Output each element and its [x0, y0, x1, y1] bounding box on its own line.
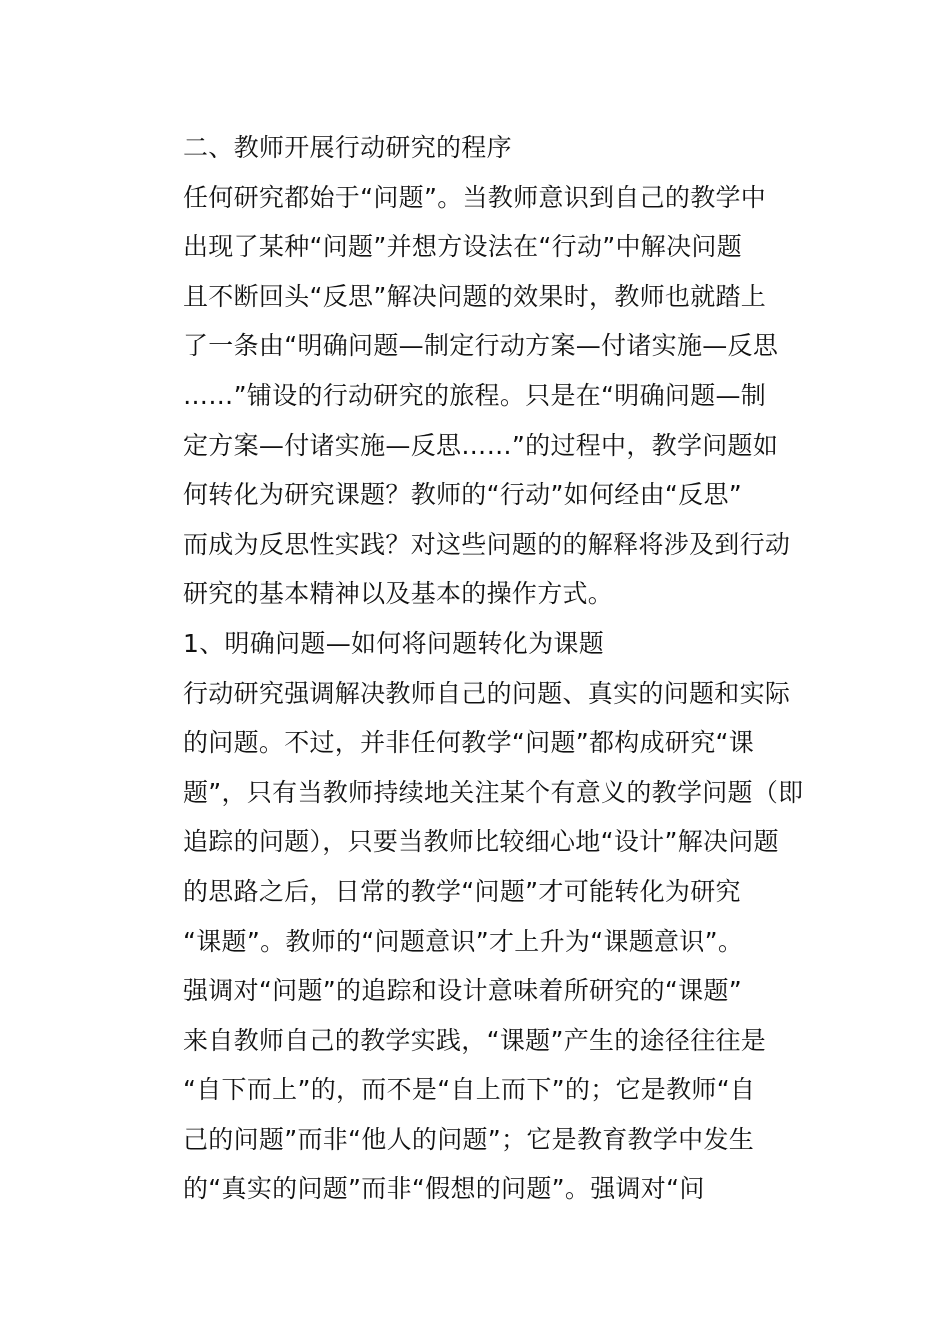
- paragraph-line: 强调对“问题”的追踪和设计意味着所研究的“课题”: [183, 976, 743, 1006]
- paragraph-line: 且不断回头“反思”解决问题的效果时，教师也就踏上: [183, 281, 767, 311]
- subsection-heading: 1、明确问题—如何将问题转化为课题: [183, 628, 605, 658]
- paragraph-line: 题”，只有当教师持续地关注某个有意义的教学问题（即: [183, 777, 804, 807]
- paragraph-line: 追踪的问题），只要当教师比较细心地“设计”解决问题: [183, 827, 779, 857]
- paragraph-line: 任何研究都始于“问题”。当教师意识到自己的教学中: [183, 182, 767, 212]
- paragraph-line: “课题”。教师的“问题意识”才上升为“课题意识”。: [183, 926, 744, 956]
- paragraph-line: 的“真实的问题”而非“假想的问题”。强调对“问: [183, 1174, 705, 1204]
- paragraph-line: 定方案—付诸实施—反思……”的过程中，教学问题如: [183, 430, 779, 460]
- document-body: [183, 123, 823, 1214]
- paragraph-line: 的问题。不过，并非任何教学“问题”都构成研究“课: [183, 728, 755, 758]
- paragraph-line: 来自教师自己的教学实践，“课题”产生的途径往往是: [183, 1025, 767, 1055]
- paragraph-line: “自下而上”的，而不是“自上而下”的；它是教师“自: [183, 1075, 756, 1105]
- section-heading: 二、教师开展行动研究的程序: [183, 133, 512, 162]
- paragraph-line: 了一条由“明确问题—制定行动方案—付诸实施—反思: [183, 331, 779, 361]
- paragraph-line: 而成为反思性实践？对这些问题的的解释将涉及到行动: [183, 529, 791, 559]
- paragraph-line: 行动研究强调解决教师自己的问题、真实的问题和实际: [183, 678, 791, 708]
- paragraph-line: ……”铺设的行动研究的旅程。只是在“明确问题—制: [183, 380, 767, 410]
- paragraph-line: 己的问题”而非“他人的问题”；它是教育教学中发生: [183, 1124, 755, 1154]
- paragraph-line: 出现了某种“问题”并想方设法在“行动”中解决问题: [183, 232, 743, 262]
- paragraph-line: 研究的基本精神以及基本的操作方式。: [183, 579, 614, 609]
- paragraph-line: 的思路之后，日常的教学“问题”才可能转化为研究: [183, 876, 741, 906]
- paragraph-line: 何转化为研究课题？教师的“行动”如何经由“反思”: [183, 480, 743, 510]
